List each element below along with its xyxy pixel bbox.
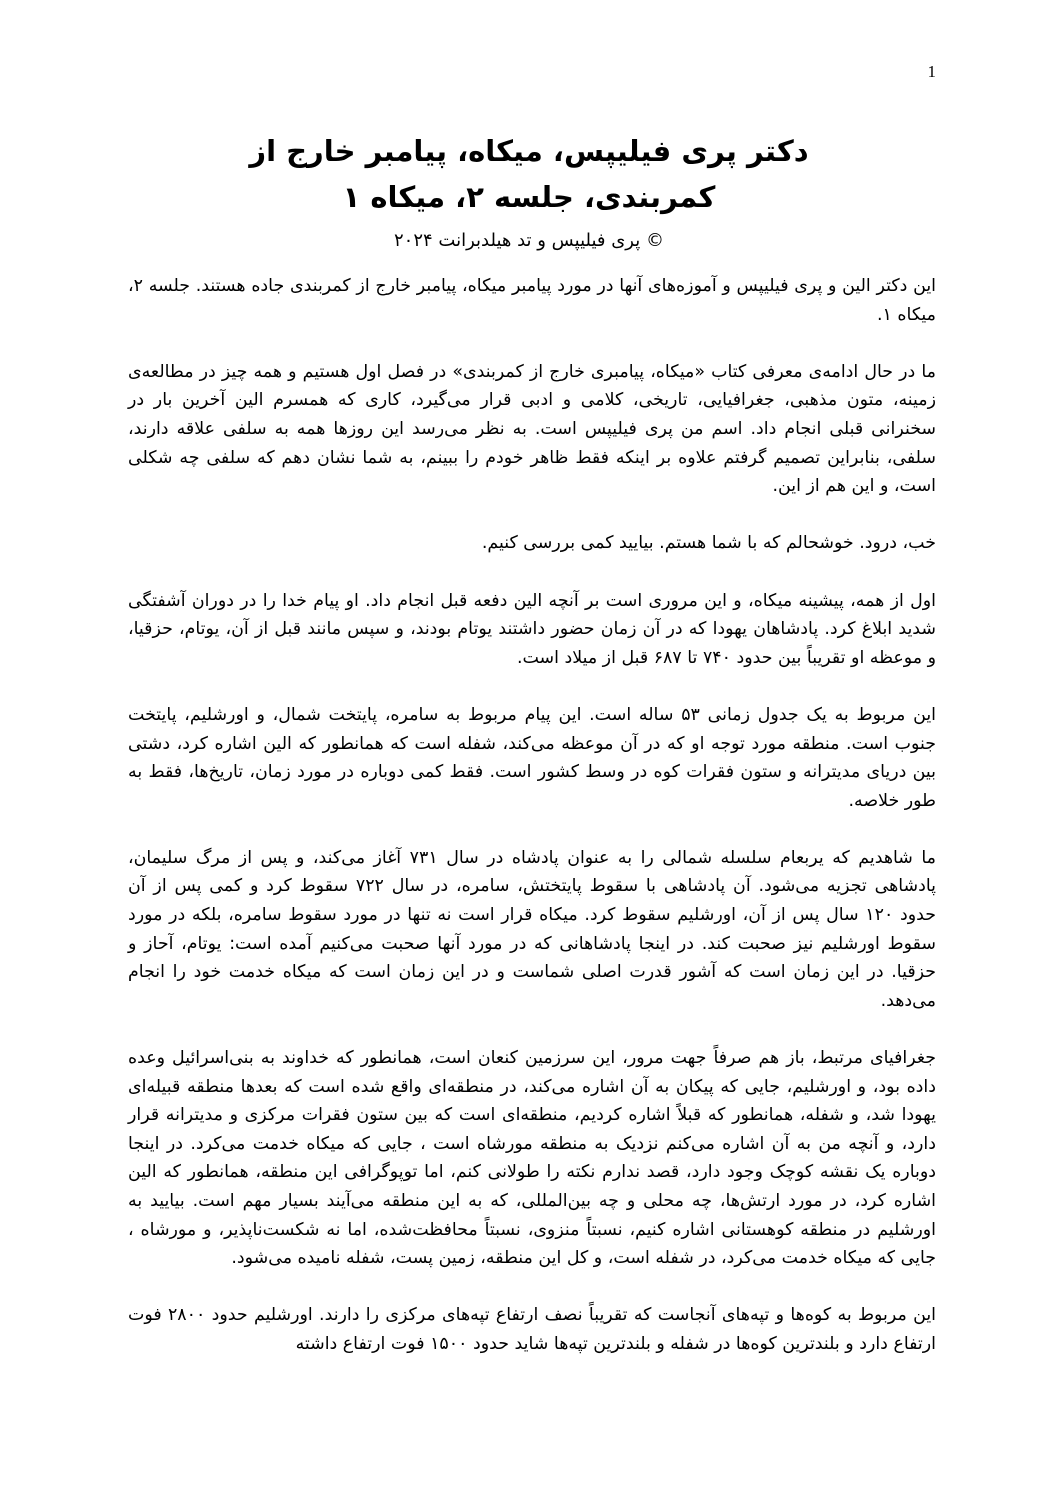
page-number: 1	[927, 62, 936, 81]
document-body	[128, 272, 936, 1387]
paragraph-background: اول از همه، پیشینه میکاه، و این مروری است بر آنچه الین دفعه قبل انجام داد. او پیام خدا را در دوران آشفتگی شدید ابلاغ کرد. پادشاهان یهودا که در آن زمان حضور داشتند یوتام بودند، و سپس مانند قبل از آن، یوتام، حزقیا، و موعظه او تقریباً بین حدود ۷۴۰ تا ۶۸۷ قبل از میلاد است.	[128, 590, 936, 668]
document-header	[120, 128, 938, 256]
document-title-line-2: کمربندی، جلسه ۲، میکاه ۱	[342, 180, 716, 214]
paragraph-timeline: این مربوط به یک جدول زمانی ۵۳ ساله است. این پیام مربوط به سامره، پایتخت شمال، و اورشلیم، پایتخت جنوب است. منطقه مورد توجه او که در آن موعظه می‌کند، شفله است که همانطور که الین اشاره کرد، دشتی بین دریای مدیترانه و ستون فقرات کوه در وسط کشور است. فقط کمی دوباره در مورد زمان، تاریخ‌ها، فقط به طور خلاصه.	[128, 704, 936, 811]
document-title-line-1: دکتر پری فیلیپس، میکاه، پیامبر خارج از	[249, 134, 809, 168]
paragraph-geography: جغرافیای مرتبط، باز هم صرفاً جهت مرور، این سرزمین کنعان است، همانطور که خداوند به بنی‌اسرائیل وعده داده بود، و اورشلیم، جایی که پیکان به آن اشاره می‌کند، در منطقه‌ای واقع شده است که بعدها منطقه قبیله‌ای یهودا شد، و شفله، همانطور که قبلاً اشاره کردیم، منطقه‌ای است که بین ستون فقرات مرکزی و مدیترانه قرار دارد، و آنچه من به آن اشاره می‌کنم نزدیک به منطقه مورشاه است ، جایی که میکاه خدمت می‌کرد. در اینجا دوباره یک نقشه کوچک وجود دارد، قصد ندارم نکته را طولانی کنم، اما توپوگرافی این منطقه، همانطور که الین اشاره کرد، در مورد ارتش‌ها، چه محلی و چه بین‌المللی، که به این منطقه می‌آیند بسیار مهم است. بیایید به اورشلیم در منطقه کوهستانی اشاره کنیم، نسبتاً منزوی، نسبتاً محافظت‌شده، اما نه شکست‌ناپذیر، و مورشاه ، جایی که میکاه خدمت می‌کرد، در شفله است، و کل این منطقه، زمین پست، شفله نامیده می‌شود.	[128, 1048, 936, 1269]
paragraph-kings: ما شاهدیم که یربعام سلسله شمالی را به عنوان پادشاه در سال ۷۳۱ آغاز می‌کند، و پس از مرگ سلیمان، پادشاهی تجزیه می‌شود. آن پادشاهی با سقوط پایتختش، سامره، در سال ۷۲۲ سقوط کرد و کمی پس از آن حدود ۱۲۰ سال پس از آن، اورشلیم سقوط کرد. میکاه قرار است نه تنها در مورد سقوط سامره، بلکه در مورد سقوط اورشلیم نیز صحبت کند. در اینجا پادشاهانی که در مورد آنها صحبت می‌کنیم آمده است: یوتام، آحاز و حزقیا. در این زمان است که آشور قدرت اصلی شماست و در این زمان است که میکاه خدمت خود را انجام می‌دهد.	[128, 847, 936, 1011]
paragraph-context: ما در حال ادامه‌ی معرفی کتاب «میکاه، پیامبری خارج از کمربندی» در فصل اول هستیم و همه چیز در مطالعه‌ی زمینه، متون مذهبی، جغرافیایی، تاریخی، کلامی و ادبی قرار می‌گیرد، کاری که همسرم الین آخرین بار در سخنرانی قبلی انجام داد. اسم من پری فیلیپس است. به نظر می‌رسد این روزها همه به سلفی علاقه دارند، سلفی، بنابراین تصمیم گرفتم علاوه بر اینکه فقط ظاهر خودم را ببینم، به شما نشان دهم که سلفی چه شکلی است، و این هم از این.	[128, 361, 936, 497]
copyright-line: © پری فیلیپس و تد هیلدبرانت ۲۰۲۴	[394, 230, 664, 251]
paragraph-intro: این دکتر الین و پری فیلیپس و آموزه‌های آنها در مورد پیامبر میکاه، پیامبر خارج از کمربندی جاده هستند. جلسه ۲، میکاه ۱.	[128, 276, 936, 325]
paragraph-greeting: خب، درود. خوشحالم که با شما هستم. بیایید کمی بررسی کنیم.	[481, 533, 936, 554]
paragraph-elevation: این مربوط به کوه‌ها و تپه‌های آنجاست که تقریباً نصف ارتفاع تپه‌های مرکزی را دارند. اورشلیم حدود ۲۸۰۰ فوت ارتفاع دارد و بلندترین کوه‌ها در شفله و بلندترین تپه‌ها شاید حدود ۱۵۰۰ فوت ارتفاع داشته	[128, 1305, 936, 1354]
